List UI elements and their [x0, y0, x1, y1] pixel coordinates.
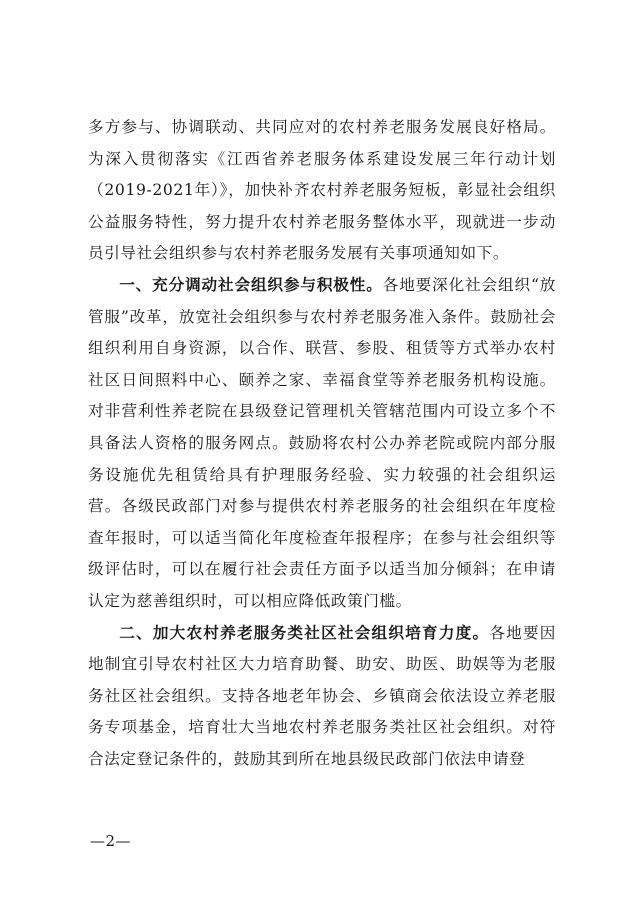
section-heading-1: 一、充分调动社会组织参与积极性。 — [119, 275, 383, 294]
paragraph-section-1 — [88, 270, 556, 618]
section-heading-2: 二、加大农村养老服务类社区社会组织培育力度。 — [119, 623, 490, 642]
page-number: —2— — [90, 832, 132, 850]
paragraph-section-2 — [88, 618, 556, 776]
paragraph-text: 多方参与、协调联动、共同应对的农村养老服务发展良好格局。为深入贯彻落实《江西省养老服务体系建设发展三年行动计划（2019-2021年）》，加快补齐农村养老服务短板，彰显社会组织公益服务特性，努力提升农村养老服务整体水平，现就进一步动员引导社会组织参与农村养老服务发展有关事项通知如下。 — [88, 118, 556, 263]
document-body — [88, 112, 556, 775]
paragraph-text: 各地要因地制宜引导农村社区大力培育助餐、助安、助医、助娱等为老服务社区社会组织。支持各地老年协会、乡镇商会依法设立养老服务专项基金，培育壮大当地农村养老服务类社区社会组织。对符合法定登记条件的，鼓励其到所在地县级民政部门依法申请登 — [88, 623, 556, 768]
paragraph-text: 各地要深化社会组织“放管服”改革，放宽社会组织参与农村养老服务准入条件。鼓励社会组织利用自身资源，以合作、联营、参股、租赁等方式举办农村社区日间照料中心、颐养之家、幸福食堂等养老服务机构设施。对非营利性养老院在县级登记管理机关管辖范围内可设立多个不具备法人资格的服务网点。鼓励将农村公办养老院或院内部分服务设施优先租赁给具有护理服务经验、实力较强的社会组织运营。各级民政部门对参与提供农村养老服务的社会组织在年度检查年报时，可以适当简化年度检查年报程序；在参与社会组织等级评估时，可以在履行社会责任方面予以适当加分倾斜；在申请认定为慈善组织时，可以相应降低政策门槛。 — [88, 275, 556, 610]
paragraph-continuation — [88, 112, 556, 270]
